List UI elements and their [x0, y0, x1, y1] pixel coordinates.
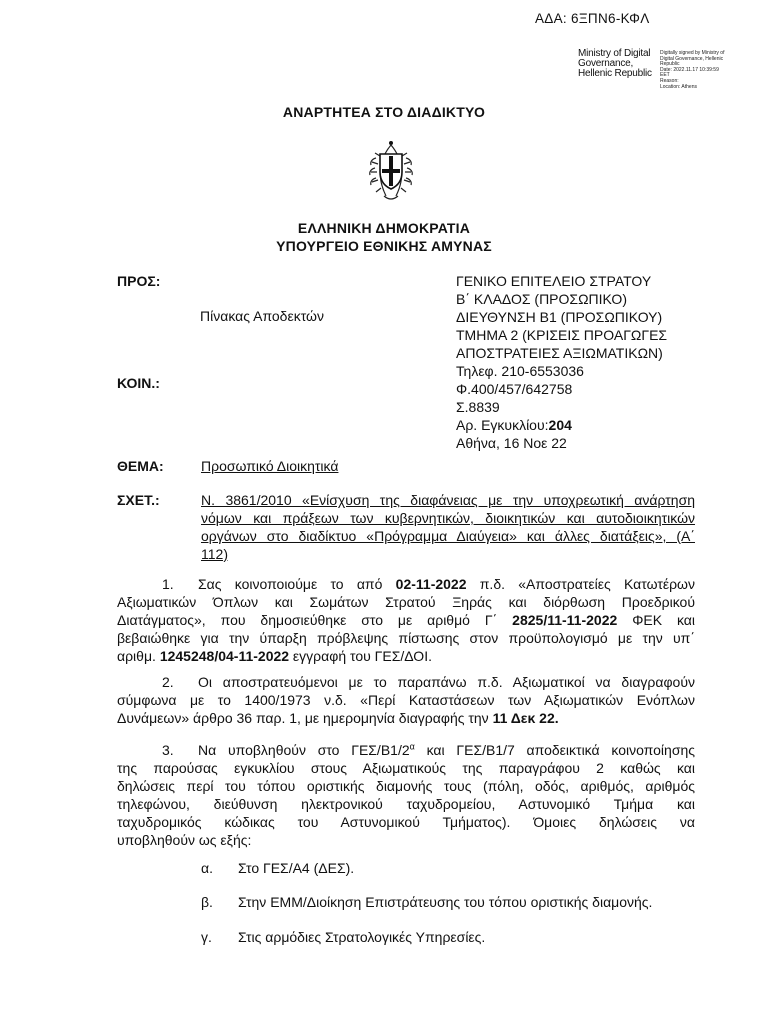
sigma-prefix: Σ.: [456, 399, 469, 415]
reference-line: νόμων και πράξεων των κυβερνητικών, διοικητικών και αυτοδιοικητικών: [201, 510, 695, 526]
file-prefix: Φ.400/: [456, 381, 499, 397]
posting-notice: ΑΝΑΡΤΗΤΕΑ ΣΤΟ ΔΙΑΔΙΚΤΥΟ: [282, 104, 486, 120]
ministry-name: ΥΠΟΥΡΓΕΙΟ ΕΘΝΙΚΗΣ ΑΜΥΝΑΣ: [276, 238, 492, 254]
paragraph-1-line: [198, 575, 695, 593]
circular-value: 204: [548, 417, 572, 433]
sender-line: ΤΜΗΜΑ 2 (ΚΡΙΣΕΙΣ ΠΡΟΑΓΩΓΕΣ: [456, 327, 668, 343]
sender-line: ΑΠΟΣΤΡΑΤΕΙΕΣ ΑΞΙΩΜΑΤΙΚΩΝ): [456, 345, 663, 361]
list-item: Στο ΓΕΣ/Α4 (ΔΕΣ).: [238, 860, 355, 876]
signature-meta-line: Location: Athens: [660, 83, 697, 90]
entry-number: 1245248/04-11-2022: [159, 648, 290, 664]
list-marker: γ.: [201, 929, 212, 945]
subject-label: ΘΕΜΑ:: [117, 458, 164, 474]
paragraph-number: 2.: [162, 674, 174, 690]
signature-org-line: Hellenic Republic: [578, 68, 652, 79]
paragraph-3-line: της παρούσας εγκυκλίου στους Αξιωματικούς της παραγράφου 2 καθώς και: [117, 760, 695, 776]
signature-org-line: Ministry of Digital: [578, 48, 651, 59]
paragraph-1-line: [117, 647, 695, 665]
superscript: α: [409, 741, 415, 752]
text-run: εγγραφή του ΓΕΣ/ΔΟΙ.: [289, 648, 432, 664]
paragraph-2-line: σύμφωνα με το 1400/1973 ν.δ. «Περί Καταστάσεων των Αξιωματικών Ενόπλων: [117, 692, 695, 708]
reference-label: ΣΧΕΤ.:: [117, 492, 160, 508]
sender-line: Β΄ ΚΛΑΔΟΣ (ΠΡΟΣΩΠΙΚΟ): [456, 291, 627, 307]
phone: [456, 362, 667, 380]
text-run: Σας κοινοποιούμε το από: [198, 576, 396, 592]
place-date: Αθήνα, 16 Νοε 22: [456, 435, 567, 451]
signature-meta-line: Digital Governance, Hellenic: [660, 55, 724, 62]
koin-label: ΚΟΙΝ.:: [117, 375, 160, 391]
digital-signature-organization: [578, 49, 652, 79]
phone-number: 6553036: [529, 363, 584, 379]
paragraph-1-line: Αξιωματικών Όπλων και Σωμάτων Στρατού Ξηράς και διόρθωση Προεδρικού: [117, 594, 695, 610]
circular-prefix: Αρ. Εγκυκλίου:: [456, 417, 549, 433]
paragraph-3-line: υποβληθούν ως εξής:: [117, 832, 252, 848]
subject-text: Προσωπικό Διοικητικά: [201, 458, 339, 474]
reference-line: οργάνων στο διαδίκτυο «Πρόγραμμα Διαύγεια» και άλλες διατάξεις», (Α΄: [201, 528, 695, 544]
paragraph-3-line: ταχυδρομικός κώδικας του Αστυνομικού Τμήματος). Όμοιες δηλώσεις να: [117, 814, 695, 830]
text-run: Να υποβληθούν στο ΓΕΣ/Β1/2: [198, 742, 410, 758]
coat-of-arms-icon: [358, 136, 424, 206]
text-run: ΦΕΚ και: [617, 612, 695, 628]
file-value: 457/642758: [498, 381, 573, 397]
text-run: π.δ. «Αποστρατείες Κατωτέρων: [466, 576, 695, 592]
list-marker: β.: [201, 894, 213, 910]
deletion-date: 11 Δεκ 22: [492, 710, 555, 726]
paragraph-1-line: βεβαιώθηκε για την ύπαρξη πρόβλεψης πίστωσης στον προϋπολογισμό με την υπ΄: [117, 630, 695, 646]
text-run: Διατάγματος», που δημοσιεύθηκε στο με αριθμό Γ΄: [117, 612, 513, 628]
paragraph-2-line: [117, 709, 695, 727]
phone-prefix: Τηλεφ. 210-: [456, 363, 530, 379]
signature-org-line: Governance,: [578, 58, 634, 69]
paragraph-1-body: [117, 593, 695, 665]
signature-meta-line: Republic: [660, 61, 680, 68]
sender-line: ΔΙΕΥΘΥΝΣΗ Β1 (ΠΡΟΣΩΠΙΚΟΥ): [456, 309, 663, 325]
paragraph-number: 3.: [162, 742, 174, 758]
reference-line: 112): [201, 546, 228, 562]
fek-number: 2825/11-11-2022: [512, 612, 618, 628]
sigma-number: [456, 398, 667, 416]
paragraph-number: 1.: [162, 576, 174, 592]
signature-meta-line: Date: 2022.11.17 10:39:59: [660, 66, 719, 73]
reference-text: [201, 491, 695, 563]
paragraph-1-line: [117, 611, 695, 629]
text-run: αριθμ.: [117, 648, 160, 664]
list-item: Στην ΕΜΜ/Διοίκηση Επιστράτευσης του τόπου οριστικής διαμονής.: [238, 894, 653, 910]
state-name: ΕΛΛΗΝΙΚΗ ΔΗΜΟΚΡΑΤΙΑ: [297, 220, 471, 236]
sender-line: ΓΕΝΙΚΟ ΕΠΙΤΕΛΕΙΟ ΣΤΡΑΤΟΥ: [456, 273, 652, 289]
sender-block: [456, 272, 667, 452]
paragraph-3-line: δηλώσεις περί του τόπου οριστικής διαμονής τους (πόλη, οδός, αριθμός, αριθμός: [117, 778, 695, 794]
circular-number: [456, 416, 667, 434]
paragraph-3-line: [198, 741, 695, 759]
signature-meta-line: Digitally signed by Ministry of: [660, 50, 725, 56]
signature-meta-line: Reason:: [660, 77, 679, 84]
reference-line: Ν. 3861/2010 «Ενίσχυση της διαφάνειας με την υποχρεωτική ανάρτηση: [201, 492, 695, 508]
date-run: 02-11-2022: [395, 576, 467, 592]
paragraph-3-line: τηλεφώνου, διεύθυνση ηλεκτρονικού ταχυδρομείου, Αστυνομικό Τμήμα και: [117, 796, 695, 812]
pros-label: ΠΡΟΣ:: [117, 273, 161, 289]
paragraph-2-line: Οι αποστρατευόμενοι με το παραπάνω π.δ. Αξιωματικοί να διαγραφούν: [198, 674, 695, 690]
signature-meta-line: EET: [660, 72, 670, 79]
list-marker: α.: [201, 860, 213, 876]
list-item: Στις αρμόδιες Στρατολογικές Υπηρεσίες.: [238, 929, 486, 945]
ada-code: ΑΔΑ: 6ΞΠΝ6-ΚΦΛ: [535, 11, 650, 26]
file-number: [456, 380, 667, 398]
sigma-value: 8839: [468, 399, 500, 415]
text-run: Δυνάμεων» άρθρο 36 παρ. 1, με ημερομηνία διαγραφής την: [117, 710, 493, 726]
text-run: .: [554, 710, 559, 726]
paragraph-3-body: [117, 759, 695, 849]
paragraph-2-body: [117, 691, 695, 727]
recipients-table: Πίνακας Αποδεκτών: [200, 308, 324, 324]
text-run: και ΓΕΣ/Β1/7 αποδεικτικά κοινοποίησης: [414, 742, 695, 758]
digital-signature-details: [660, 51, 724, 90]
